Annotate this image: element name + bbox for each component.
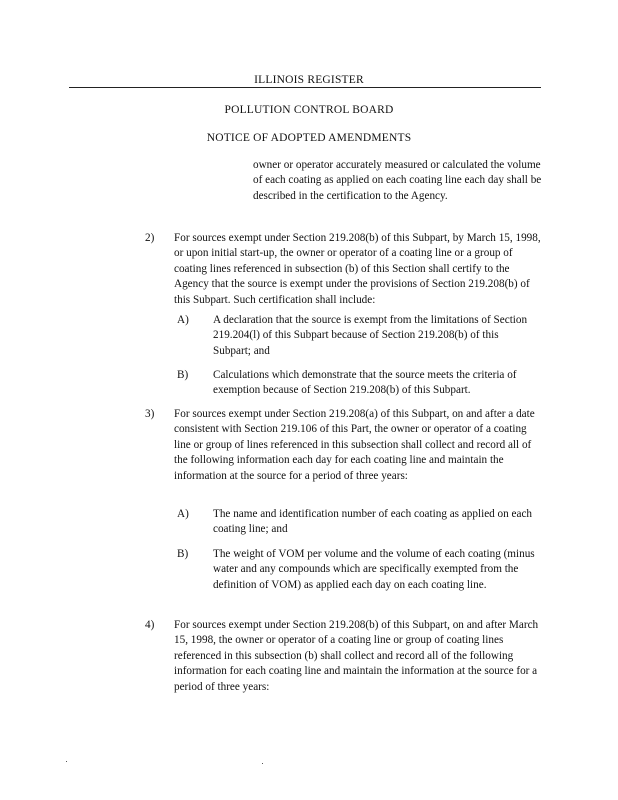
scan-speck — [262, 763, 263, 764]
item-3-number: 3) — [145, 408, 155, 420]
item-3a-label: A) — [177, 508, 189, 520]
item-2b-label: B) — [177, 369, 189, 381]
item-3-text: For sources exempt under Section 219.208(a) of this Subpart, on and after a date consistent with Section 219.106 of this Part, the owner or operator of a coating line or group of lines referenced in this subsection shall collect and record all of the following information each day for each coating line and maintain the information at the source for a period of three years: — [174, 408, 535, 482]
notice-title: NOTICE OF ADOPTED AMENDMENTS — [206, 132, 412, 144]
item-4-number: 4) — [145, 619, 155, 631]
item-4-text: For sources exempt under Section 219.208(b) of this Subpart, on and after March 15, 1998, the owner or operator of a coating line or group of coating lines referenced in this subsection (b) shall collect and record all of the following information for each coating line and maintain the information at the source for a period of three years: — [174, 619, 539, 693]
item-3b-label: B) — [177, 548, 189, 560]
scan-speck — [66, 761, 67, 762]
item-2b-text: Calculations which demonstrate that the source meets the criteria of exemption because of Section 219.208(b) of this Subpart. — [213, 369, 517, 397]
continuation-paragraph: owner or operator accurately measured or calculated the volume of each coating as applied on each coating line each day shall be described in the certification to the Agency. — [253, 159, 542, 202]
item-2a-label: A) — [177, 314, 189, 326]
item-3a-text: The name and identification number of each coating as applied on each coating line; and — [213, 508, 533, 536]
register-title: ILLINOIS REGISTER — [254, 74, 364, 86]
item-2a-text: A declaration that the source is exempt from the limitations of Section 219.204(l) of this Subpart because of Section 219.208(b) of this Subpart; and — [213, 314, 528, 357]
item-3b-text: The weight of VOM per volume and the volume of each coating (minus water and any compounds which are specifically exempted from the definition of VOM) as applied each day on each coating line. — [213, 548, 535, 591]
board-title: POLLUTION CONTROL BOARD — [224, 104, 394, 116]
item-2-number: 2) — [145, 232, 155, 244]
item-2-text: For sources exempt under Section 219.208(b) of this Subpart, by March 15, 1998, or upon initial start-up, the owner or operator of a coating line or a group of coating lines referenced in subsection (b) of this Section shall certify to the Agency that the source is exempt under the provisions of Section 219.208(b) of this Subpart. Such certification shall include: — [174, 232, 541, 306]
header-rule — [69, 87, 541, 88]
